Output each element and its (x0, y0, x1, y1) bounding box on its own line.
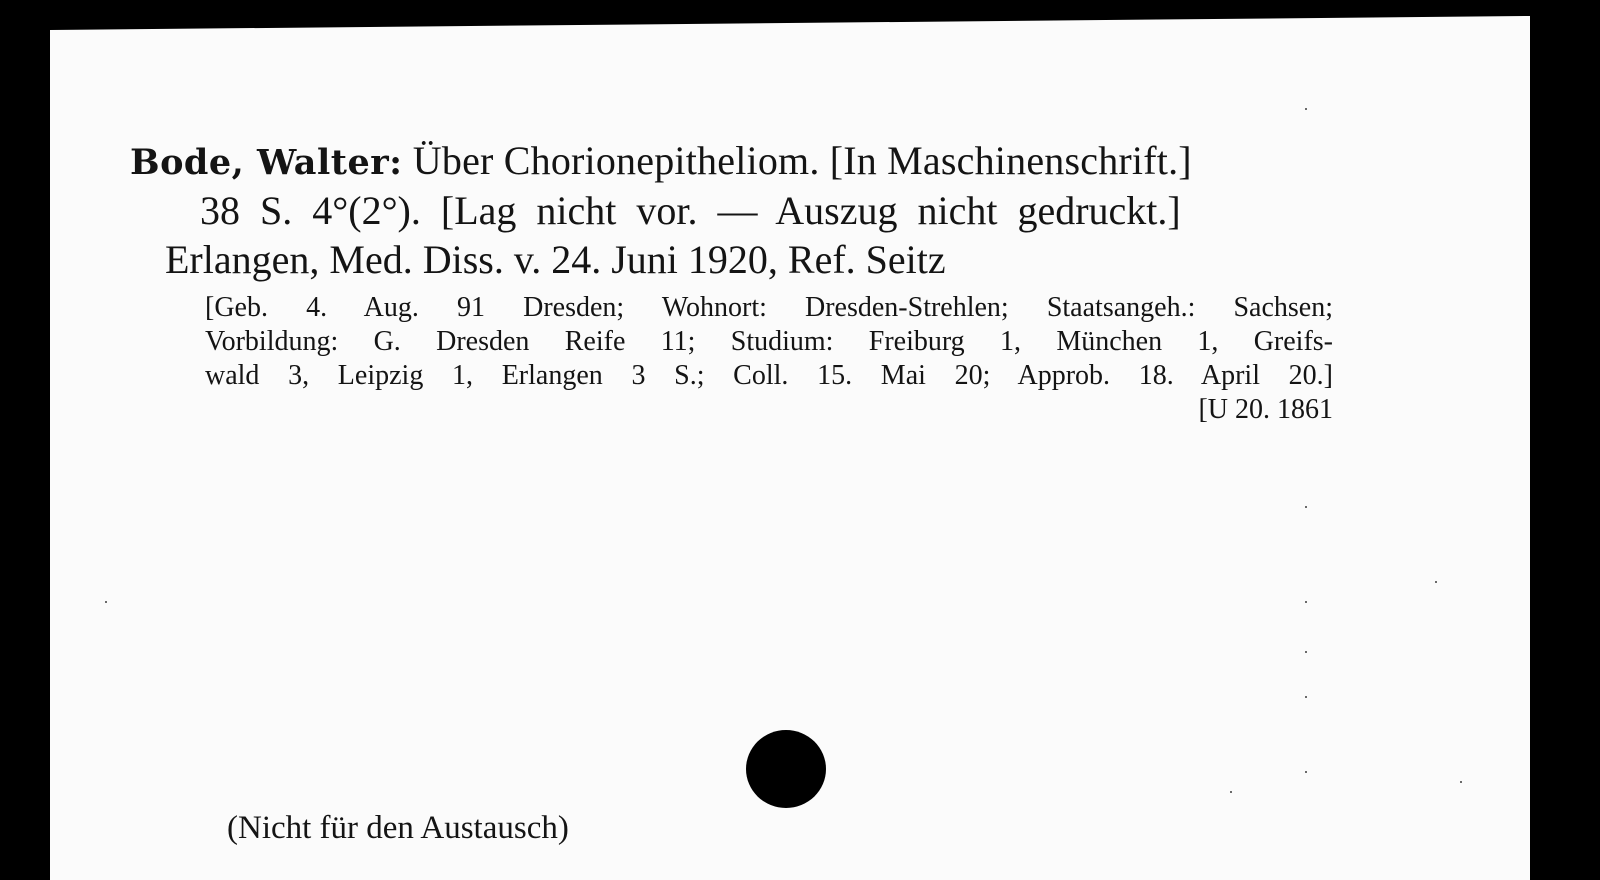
dust-speck (1305, 771, 1307, 773)
shelfmark: [U 20. 1861 (1198, 394, 1333, 425)
dust-speck (1305, 601, 1307, 603)
entry-heading (130, 137, 1330, 187)
bio-line: wald 3, Leipzig 1, Erlangen 3 S.; Coll. 15. Mai 20; Approb. 18. April 20.] (205, 360, 1333, 391)
catalog-entry (130, 137, 1333, 427)
imprint-line: Erlangen, Med. Diss. v. 24. Juni 1920, Ref. Seitz (165, 237, 946, 282)
dust-speck (1305, 651, 1307, 653)
dissertation-title: Über Chorionepitheliom. [In Maschinenschrift.] (412, 138, 1192, 183)
footer-note: (Nicht für den Austausch) (227, 810, 569, 846)
dust-speck (1305, 506, 1307, 508)
author-name: Bode, Walter: (130, 142, 403, 183)
dust-speck (1230, 791, 1232, 793)
dust-speck (1460, 781, 1462, 783)
dust-speck (105, 601, 107, 603)
biographical-note (205, 291, 1333, 393)
bio-line: Vorbildung: G. Dresden Reife 11; Studium: Freiburg 1, München 1, Greifs- (205, 326, 1333, 357)
dust-speck (1435, 581, 1437, 583)
bio-line: [Geb. 4. Aug. 91 Dresden; Wohnort: Dresden-Strehlen; Staatsangeh.: Sachsen; (205, 292, 1333, 323)
collation-line: 38 S. 4°(2°). [Lag nicht vor. — Auszug nicht gedruckt.] (200, 188, 1181, 233)
punch-hole (746, 730, 826, 808)
dust-speck (1305, 696, 1307, 698)
dust-speck (1305, 108, 1307, 110)
